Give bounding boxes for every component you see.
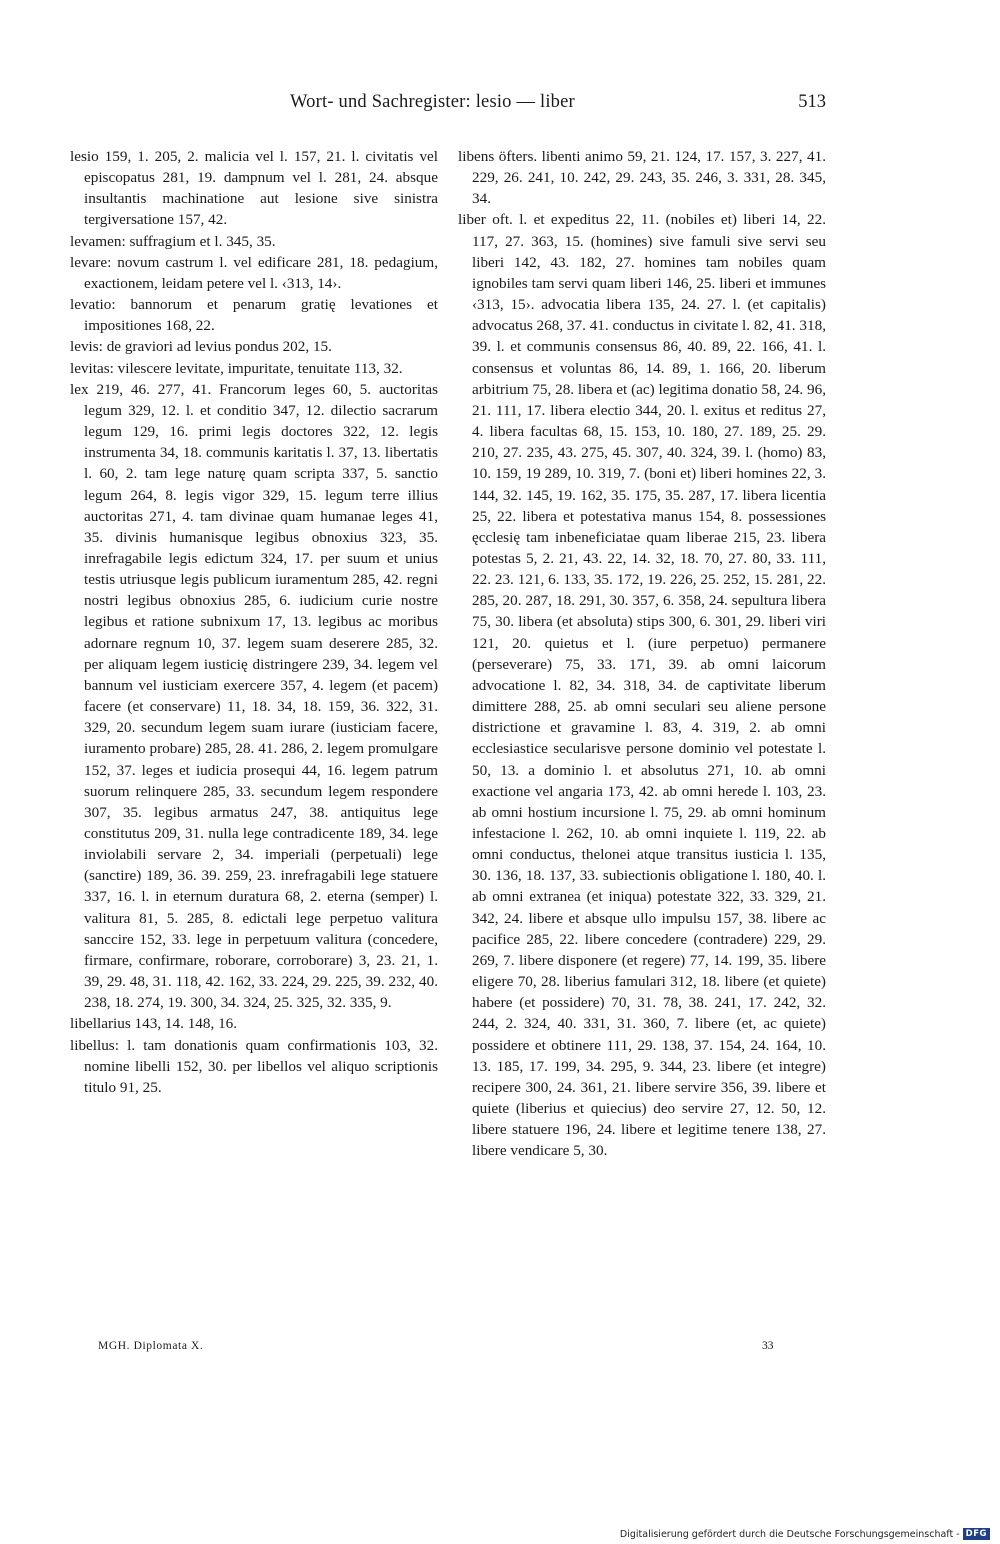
dfg-logo: DFG <box>963 1528 990 1540</box>
footer-signature: 33 <box>762 1340 774 1352</box>
digitization-credit <box>620 1528 990 1540</box>
entry-levamen: levamen: suffragium et l. 345, 35. <box>70 232 276 250</box>
entry-levis: levis: de graviori ad levius pondus 202, 15. <box>70 338 332 356</box>
entry-lex: lex 219, 46. 277, 41. Francorum leges 60, 5. auctoritas legum 329, 12. l. et conditio 347, 12. dilectio sacrarum legum 129, 16. primi legis doctores 322, 12. legis instrumenta 34, 18. communis karitatis l. 37, 13. libertatis l. 60, 2. tam lege naturę quam scripta 337, 5. sanctio legum 264, 8. legis vigor 329, 15. legum terre illius auctoritas 271, 4. tam divinae quam humanae leges 41, 35. divinis humanisque legibus obnoxius 323, 35. inrefragabile legis edictum 324, 17. per suum et unius testis utriusque legis publicum iuramentum 285, 42. regni nostri legibus obnoxius 285, 6. iudicium curie nostre legibus et ratione subnixum 17, 13. legibus ac moribus adornare regnum 10, 37. legem suam deserere 285, 32. per aliquam legem iusticię distringere 239, 34. legem vel bannum vel iusticiam exercere 357, 4. legem (et pacem) facere (et conservare) 11, 18. 34, 18. 159, 36. 322, 31. 329, 20. secundum legem suam iurare (iusticiam facere, iuramento probare) 285, 28. 41. 286, 2. legem promulgare 152, 37. leges et iudicia prosequi 44, 16. legem patrum suorum relinquere 285, 33. secundum legem respondere 307, 35. legibus armatus 247, 38. antiquitus lege constitutus 209, 31. nulla lege contradicente 189, 34. lege inviolabili servare 2, 34. imperiali (perpetuali) lege (sanctire) 189, 36. 39. 259, 23. inrefragabili lege statuere 337, 16. l. in eternum duratura 68, 2. eterna (semper) l. valitura 81, 5. 285, 8. edictali lege perpetuo valitura sanccire 152, 33. lege in perpetuum valitura (concedere, firmare, confirmare, roborare, corroborare) 3, 23. 21, 1. 39, 29. 48, 31. 118, 42. 162, 33. 224, 29. 225, 39. 232, 40. 238, 18. 274, 19. 300, 34. 324, 25. 325, 32. 335, 9. <box>70 380 438 1012</box>
entry-liber: liber oft. l. et expeditus 22, 11. (nobiles et) liberi 14, 22. 117, 27. 363, 15. (homines) sive famuli sive servi seu liberi 142, 43. 182, 27. homines tam nobiles quam ignobiles tam servi quam liberi 146, 25. liberi et immunes ‹313, 15›. advocatia libera 135, 24. 27. l. (et capitalis) advocatus 268, 37. 41. conductus in civitate l. 82, 41. 318, 39. l. et communis consensus 86, 40. 89, 22. 166, 41. l. consensus et voluntas 86, 14. 89, 1. 166, 20. liberum arbitrium 75, 28. libera et (ac) legitima donatio 58, 24. 96, 21. 111, 17. libera electio 344, 20. l. exitus et reditus 27, 4. libera facultas 68, 15. 153, 10. 180, 27. 189, 25. 29. 210, 27. 235, 43. 275, 45. 307, 40. 324, 39. l. (homo) 83, 10. 159, 19 289, 10. 319, 7. (boni et) liberi homines 22, 3. 144, 32. 145, 19. 162, 35. 175, 35. 287, 17. libera licentia 25, 22. libera et potestativa manus 154, 8. possessiones ęcclesię tam inbeneficiatae quam liberae 215, 23. libera potestas 5, 2. 21, 43. 22, 14. 32, 18. 70, 27. 80, 33. 111, 22. 23. 121, 6. 133, 35. 172, 19. 226, 25. 252, 15. 281, 22. 285, 20. 287, 18. 291, 30. 357, 6. 358, 24. sepultura libera 75, 30. libera (et absoluta) stips 300, 6. 301, 29. liberi viri 121, 20. quietus et l. (iure perpetuo) permanere (perseverare) 75, 33. 171, 39. ab omni laicorum advocatione l. 82, 34. 318, 34. de captivitate liberum dimittere 288, 25. ab omni seculari seu aliene persone districtione et gravamine l. 83, 4. 319, 2. ab omni ecclesiastice secularisve persone dominio vel potestate l. 50, 13. a dominio l. et absolutus 271, 10. ab omni exactione vel angaria 173, 42. ab omni herede l. 103, 23. ab omni hostium incursione l. 75, 29. ab omni hominum infestacione l. 262, 10. ab omni inquiete l. 119, 22. ab omni conductus, thelonei atque transitus iusticia l. 135, 30. 136, 18. 137, 33. subiectionis obligatione l. 180, 40. l. ab omni extranea (et iniqua) potestate 322, 33. 329, 21. 342, 24. libere et absque ullo impulsu 157, 38. libere ac pacifice 285, 22. libere concedere (contradere) 229, 29. 269, 7. libere disponere (et regere) 77, 14. 199, 35. libere eligere 70, 28. liberius famulari 312, 18. libere (et quiete) habere (et possidere) 70, 31. 78, 38. 241, 17. 242, 32. 244, 2. 324, 40. 331, 31. 360, 7. libere (et, ac quiete) possidere et obtinere 111, 29. 138, 37. 154, 24. 164, 10. 13. 185, 17. 199, 34. 295, 9. 344, 23. libere (et integre) recipere 300, 24. 361, 21. libere servire 356, 39. libere et quiete (liberius et quiecius) deo servire 27, 12. 50, 12. libere statuere 196, 24. libere et legitime tenere 138, 27. libere vendicare 5, 30. <box>458 211 826 1160</box>
footer-series: MGH. Diplomata X. <box>98 1340 204 1352</box>
entry-levatio: levatio: bannorum et penarum gratię levationes et impositiones 168, 22. <box>70 296 438 335</box>
right-column <box>458 146 826 1162</box>
left-column <box>70 146 438 1098</box>
header-title: Wort- und Sachregister: lesio — liber <box>290 92 575 112</box>
entry-lesio: lesio 159, 1. 205, 2. malicia vel l. 157, 21. l. civitatis vel episcopatus 281, 19. dampnum vel l. 281, 24. absque insultantis machinatione aut lesione sive sinistra tergiversatione 157, 42. <box>70 148 438 229</box>
page-number: 513 <box>798 92 826 112</box>
entry-libens: libens öfters. libenti animo 59, 21. 124, 17. 157, 3. 227, 41. 229, 26. 241, 10. 242, 29. 243, 35. 246, 3. 331, 28. 345, 34. <box>458 148 826 208</box>
entry-levare: levare: novum castrum l. vel edificare 281, 18. pedagium, exactionem, leidam petere vel l. ‹313, 14›. <box>70 253 438 292</box>
entry-libellarius: libellarius 143, 14. 148, 16. <box>70 1015 238 1033</box>
running-header <box>0 92 1000 122</box>
entry-levitas: levitas: vilescere levitate, impuritate, tenuitate 113, 32. <box>70 359 403 377</box>
entry-libellus: libellus: l. tam donationis quam confirmationis 103, 32. nomine libelli 152, 30. per libellos vel aliquo scriptionis titulo 91, 25. <box>70 1036 438 1096</box>
credit-text: Digitalisierung gefördert durch die Deutsche Forschungsgemeinschaft - <box>619 1528 960 1540</box>
